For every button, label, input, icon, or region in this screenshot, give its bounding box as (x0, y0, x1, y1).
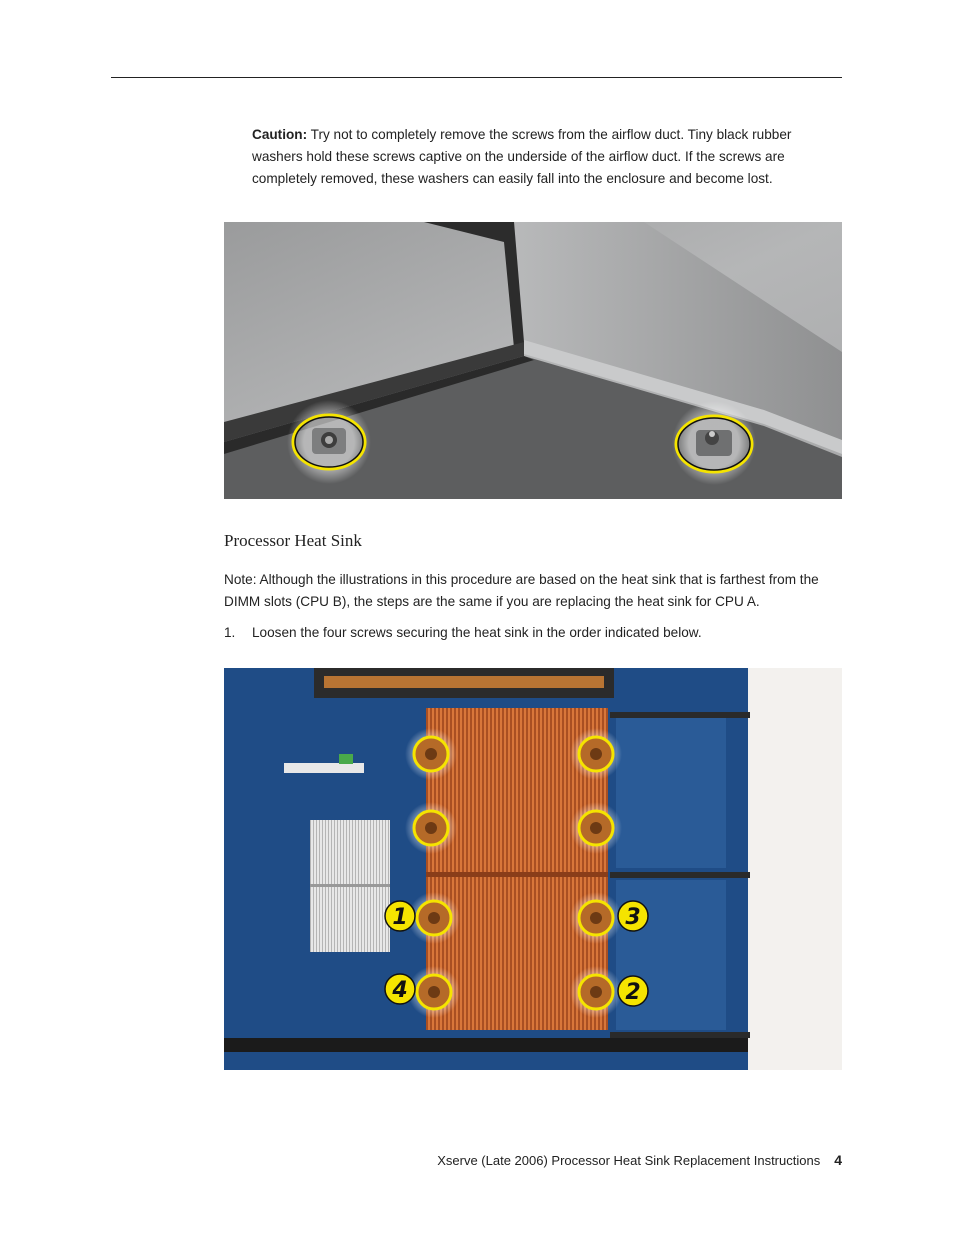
callout-4: 4 (392, 978, 408, 1003)
callout-3: 3 (625, 905, 641, 930)
airflow-duct-photo (224, 222, 842, 499)
section-heading: Processor Heat Sink (224, 531, 362, 550)
step-text: Loosen the four screws securing the heat sink in the order indicated below. (252, 625, 702, 640)
footer-title: Xserve (Late 2006) Processor Heat Sink Replacement Instructions (437, 1153, 821, 1168)
header-rule (111, 77, 842, 78)
note-paragraph: Note: Although the illustrations in this procedure are based on the heat sink that is farthest from the DIMM slots (CPU B), the steps are the same if you are replacing the heat sink for CPU A. (224, 572, 819, 609)
heat-sink-photo (224, 668, 842, 1070)
caution-label: Caution: (252, 127, 308, 142)
caution-paragraph (252, 124, 842, 190)
callout-1: 1 (392, 905, 408, 930)
step-number: 1. (224, 625, 236, 640)
page-number: 4 (834, 1152, 842, 1168)
page-footer (437, 1152, 842, 1168)
callout-2: 2 (625, 980, 641, 1005)
caution-text: Try not to completely remove the screws from the airflow duct. Tiny black rubber washers hold these screws captive on the underside of the airflow duct. If the screws are completely removed, these washers can easily fall into the enclosure and become lost. (252, 127, 792, 186)
